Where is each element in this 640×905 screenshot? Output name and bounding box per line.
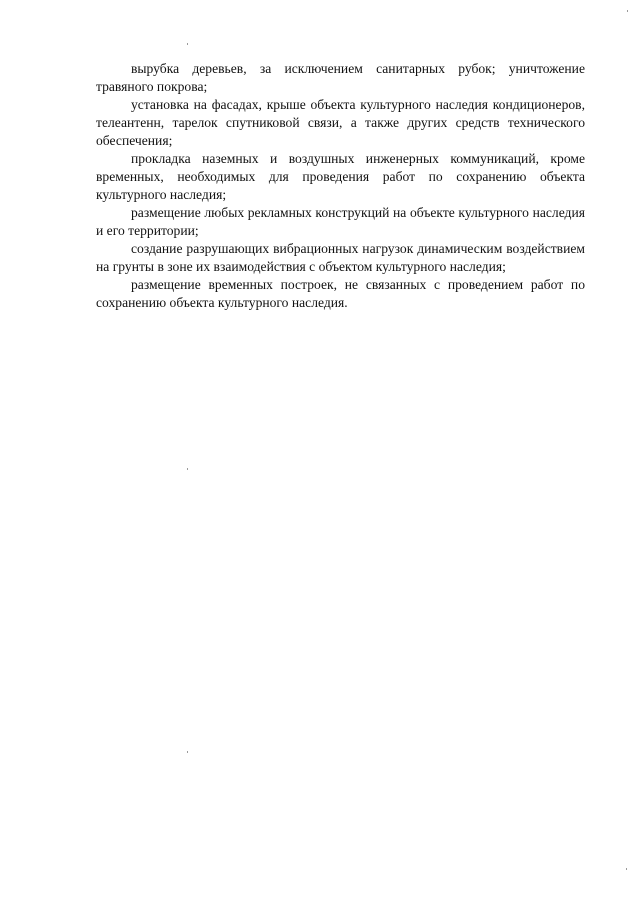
scan-speck [187, 43, 188, 45]
scan-speck [187, 468, 188, 470]
scan-speck [626, 868, 627, 870]
document-body [96, 60, 585, 312]
scan-speck [627, 10, 628, 12]
paragraph-vibration-loads: создание разрушающих вибрационных нагрузок динамическим воздействием на грунты в зоне их взаимодействия с объектом культурного наследия; [96, 241, 585, 274]
paragraph-tree-felling: вырубка деревьев, за исключением санитарных рубок; уничтожение травяного покрова; [96, 61, 585, 94]
paragraph-facade-installations: установка на фасадах, крыше объекта культурного наследия кондиционеров, телеантенн, тарелок спутниковой связи, а также других средств технического обеспечения; [96, 97, 585, 148]
paragraph-utility-lines: прокладка наземных и воздушных инженерных коммуникаций, кроме временных, необходимых для проведения работ по сохранению объекта культурного наследия; [96, 151, 585, 202]
scan-speck [187, 751, 188, 753]
paragraph-temporary-buildings: размещение временных построек, не связанных с проведением работ по сохранению объекта культурного наследия. [96, 277, 585, 310]
paragraph-advertising: размещение любых рекламных конструкций на объекте культурного наследия и его территории; [96, 205, 585, 238]
